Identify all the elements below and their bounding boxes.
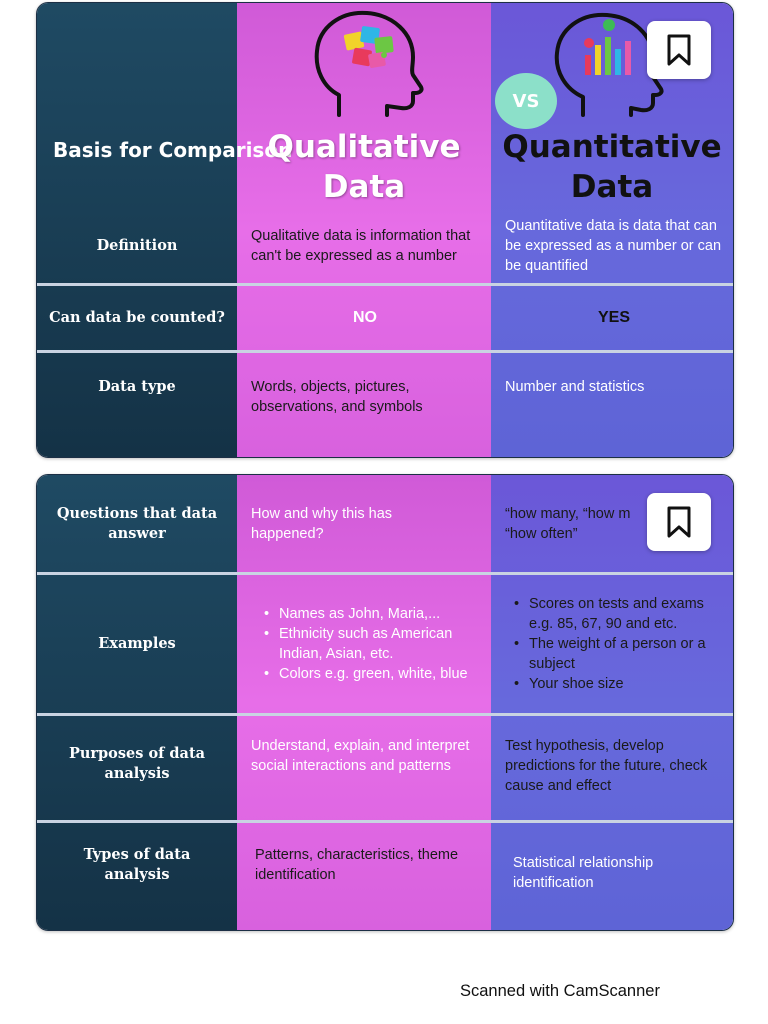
qualitative-cell: Patterns, characteristics, theme identification	[255, 847, 459, 883]
qualitative-cell: NO	[353, 309, 377, 326]
puzzle-head-icon	[309, 7, 427, 119]
row-label: Purposes of data analysis	[68, 745, 206, 782]
table-row-examples	[37, 575, 733, 713]
quantitative-header: Quantitative Data	[502, 129, 722, 205]
basis-header: Basis for Comparison	[53, 138, 293, 162]
list-item: • The weight of a person or a subject	[529, 634, 723, 674]
table-row-purposes	[37, 716, 733, 820]
table-row-questions	[37, 475, 733, 572]
list-item: • Colors e.g. green, white, blue	[279, 664, 479, 684]
list-item: • Scores on tests and exams e.g. 85, 67, 90 and etc.	[529, 594, 723, 634]
qualitative-examples-list	[261, 604, 479, 684]
vs-badge: VS	[495, 73, 557, 129]
quantitative-examples-list	[511, 594, 723, 694]
qualitative-cell	[237, 575, 491, 713]
qualitative-header: Qualitative Data	[267, 129, 461, 205]
quantitative-cell: Statistical relationship identification	[513, 855, 654, 891]
row-label: Data type	[98, 378, 176, 395]
quantitative-cell	[491, 575, 733, 713]
quantitative-cell: Test hypothesis, develop predictions for the future, check cause and effect	[505, 738, 708, 794]
qualitative-cell: Understand, explain, and interpret social interactions and patterns	[251, 738, 470, 774]
bookmark-button-bottom[interactable]	[647, 493, 711, 551]
comparison-card-bottom	[36, 474, 734, 931]
comparison-card-top	[36, 2, 734, 458]
bookmark-icon	[666, 34, 692, 66]
qualitative-cell: Words, objects, pictures, observations, and symbols	[251, 379, 423, 415]
bookmark-button-top[interactable]	[647, 21, 711, 79]
table-row-types	[37, 823, 733, 930]
list-item: • Names as John, Maria,...	[279, 604, 479, 624]
quantitative-cell: Quantitative data is data that can be expressed as a number or can be quantified	[505, 218, 722, 274]
table-row-counted	[37, 286, 733, 350]
table-row-definition	[37, 209, 733, 283]
row-label: Types of data analysis	[83, 846, 191, 883]
quantitative-cell: “how many, “how m “how often”	[505, 505, 631, 542]
table-row-data-type	[37, 353, 733, 429]
qualitative-cell: How and why this has happened?	[251, 505, 393, 542]
qualitative-cell: Qualitative data is information that can't be expressed as a number	[251, 228, 471, 264]
row-label: Definition	[96, 237, 178, 254]
quantitative-cell: Number and statistics	[505, 379, 645, 395]
list-item: • Your shoe size	[529, 674, 723, 694]
list-item: • Ethnicity such as American Indian, Asian, etc.	[279, 624, 479, 664]
bookmark-icon	[666, 506, 692, 538]
camscanner-watermark: Scanned with CamScanner	[460, 982, 660, 1000]
quantitative-cell: YES	[597, 309, 630, 326]
row-label: Can data be counted?	[49, 309, 225, 326]
row-label: Examples	[98, 635, 176, 652]
row-label: Questions that data answer	[56, 504, 218, 542]
